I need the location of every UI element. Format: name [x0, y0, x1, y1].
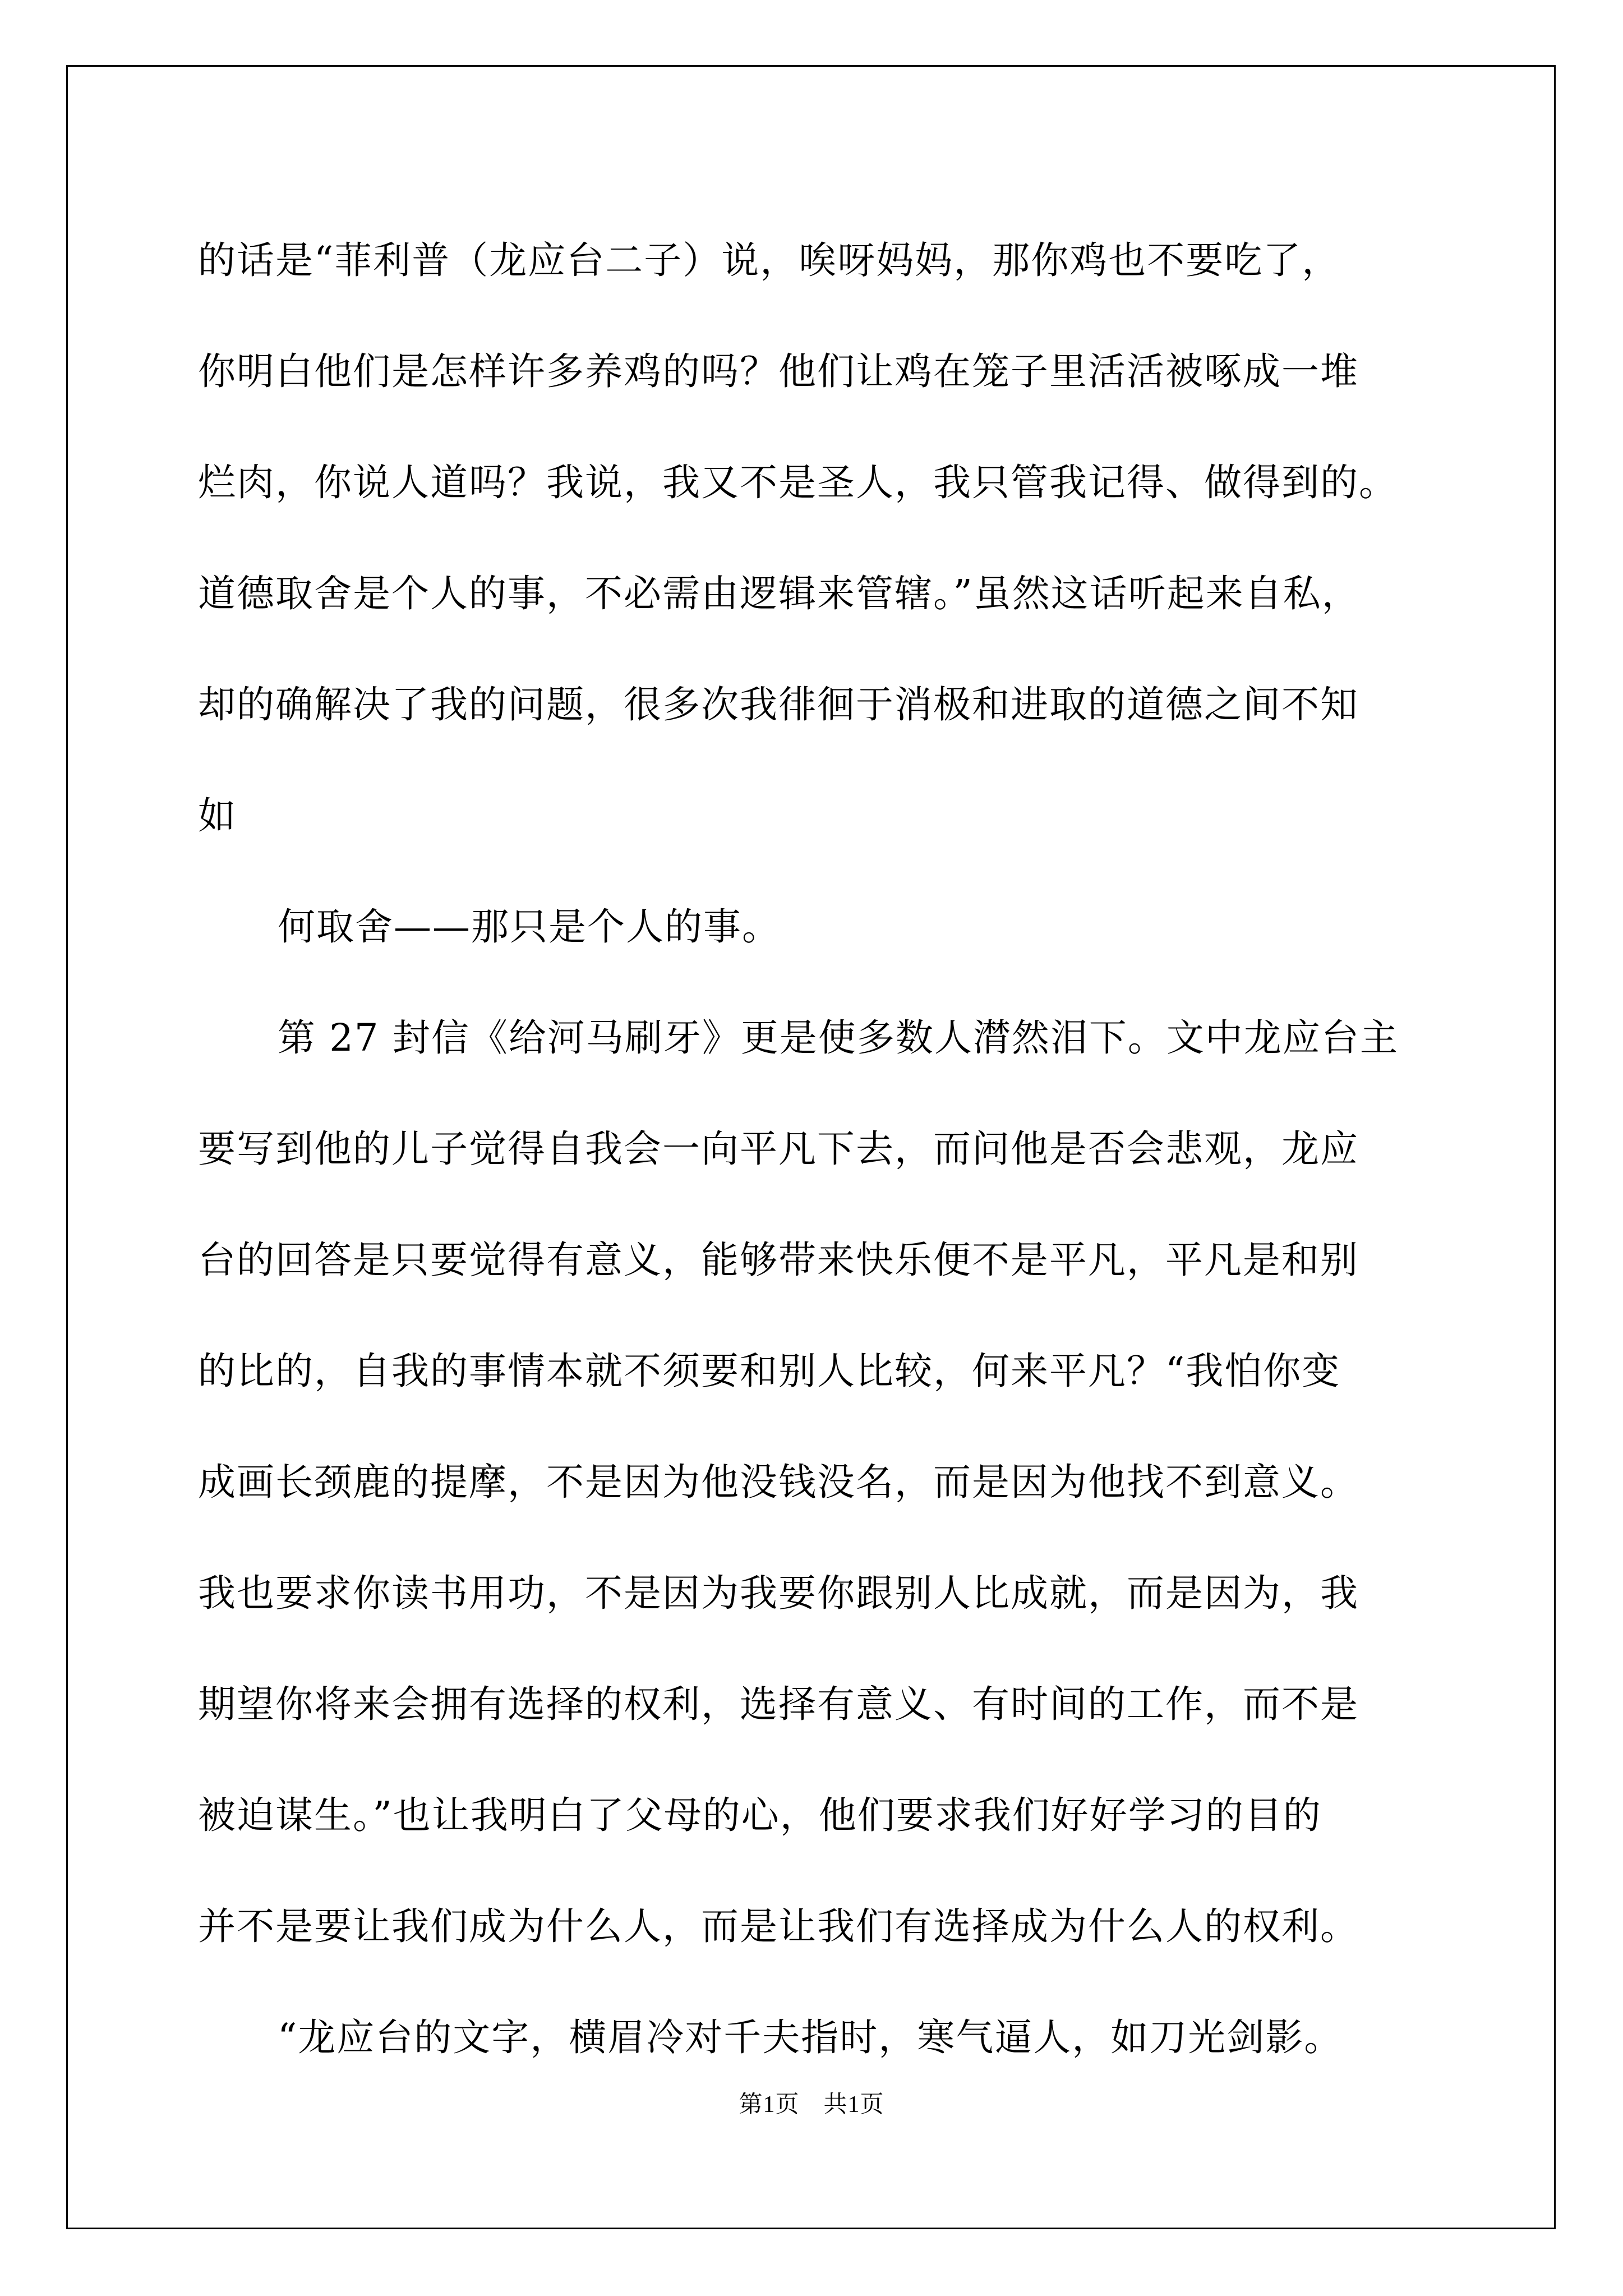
- text-line: 要写到他的儿子觉得自我会一向平凡下去，而问他是否会悲观，龙应: [198, 1127, 1359, 1171]
- text-line: 你明白他们是怎样许多养鸡的吗？他们让鸡在笼子里活活被啄成一堆: [198, 349, 1359, 393]
- paragraph-start-line: 何取舍——那只是个人的事。: [278, 905, 781, 949]
- page-footer: 第1页 共1页: [739, 2092, 884, 2118]
- text-line: 期望你将来会拥有选择的权利，选择有意义、有时间的工作，而不是: [198, 1682, 1359, 1726]
- text-line: 道德取舍是个人的事，不必需由逻辑来管辖。”虽然这话听起来自私，: [198, 572, 1361, 615]
- paragraph-start-line: 第 27 封信《给河马刷牙》更是使多数人潸然泪下。文中龙应台主: [278, 1016, 1399, 1060]
- text-line: 并不是要让我们成为什么人，而是让我们有选择成为什么人的权利。: [198, 1904, 1359, 1948]
- text-line: 被迫谋生。”也让我明白了父母的心，他们要求我们好好学习的目的: [198, 1793, 1322, 1837]
- text-line: 却的确解决了我的问题，很多次我徘徊于消极和进取的道德之间不知: [198, 683, 1359, 726]
- paragraph-start-line: “龙应台的文字，横眉冷对千夫指时，寒气逼人，如刀光剑影。: [278, 2016, 1343, 2059]
- text-line: 成画长颈鹿的提摩，不是因为他没钱没名，而是因为他找不到意义。: [198, 1460, 1359, 1504]
- text-line: 的话是“菲利普（龙应台二子）说，唉呀妈妈，那你鸡也不要吃了，: [198, 238, 1341, 282]
- text-line: 的比的，自我的事情本就不须要和别人比较，何来平凡？“我怕你变: [198, 1349, 1341, 1393]
- text-line: 台的回答是只要觉得有意义，能够带来快乐便不是平凡，平凡是和别: [198, 1238, 1359, 1282]
- text-line: 烂肉，你说人道吗？我说，我又不是圣人，我只管我记得、做得到的。: [198, 461, 1398, 504]
- text-line: 如: [198, 794, 237, 838]
- text-line: 我也要求你读书用功，不是因为我要你跟别人比成就，而是因为，我: [198, 1571, 1359, 1615]
